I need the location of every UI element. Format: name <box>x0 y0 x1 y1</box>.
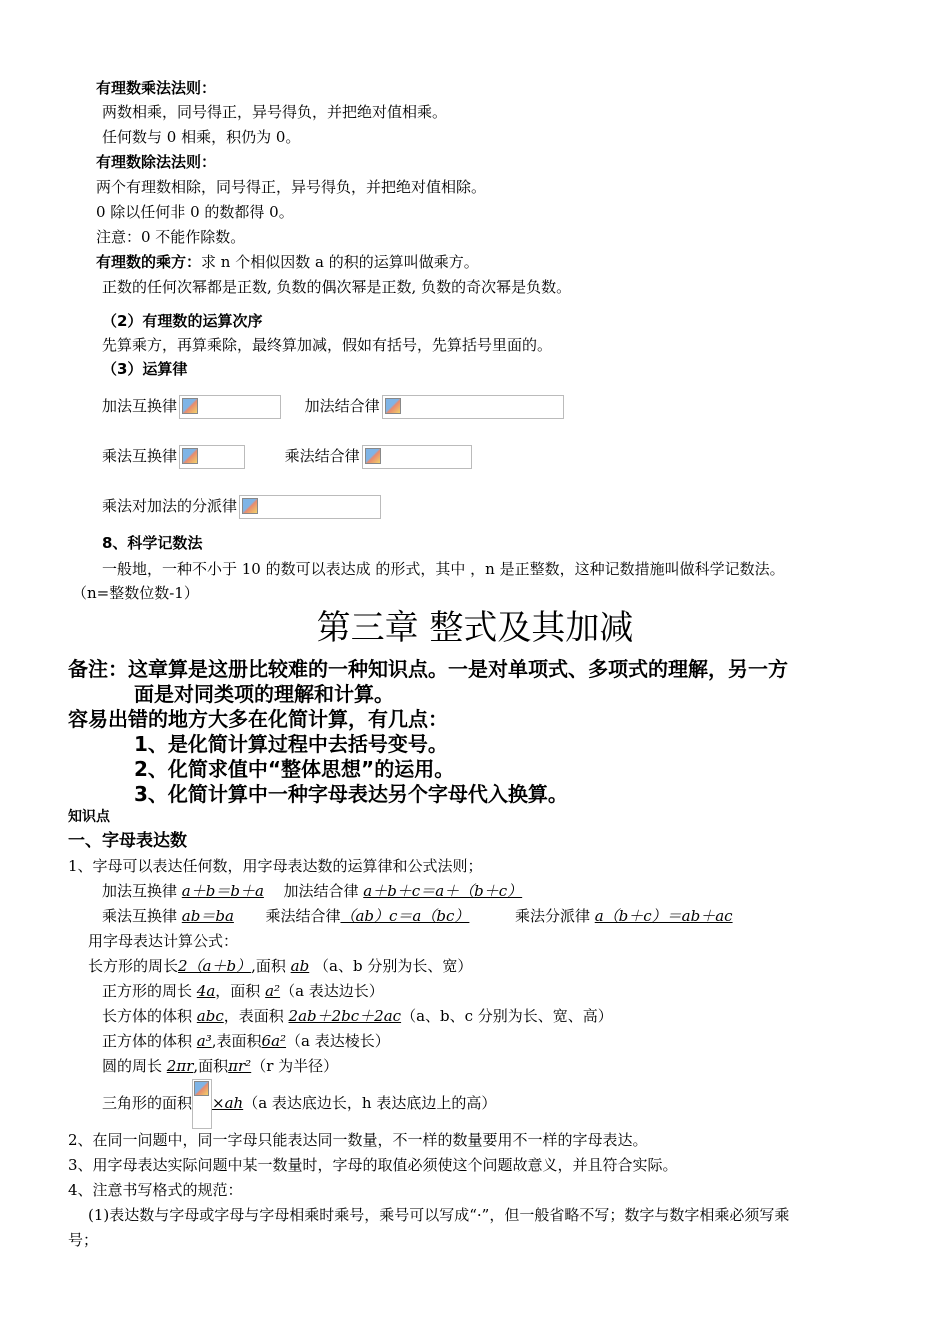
item-3: 3、用字母表达实际问题中某一数量时，字母的取值必须使这个问题故意义，并且符合实际。 <box>68 1156 678 1174</box>
circle-area-label: ,面积 <box>193 1057 229 1075</box>
rect-area-label: ,面积 <box>251 957 286 975</box>
broken-image-icon <box>182 398 198 414</box>
distrib-formula: a（b＋c）＝ab＋ac <box>594 907 733 925</box>
chapter-note-2: 面是对同类项的理解和计算。 <box>134 682 394 706</box>
rect-perimeter: 2（a＋b） <box>178 957 252 975</box>
section-1-title: 一、字母表达数 <box>68 831 187 851</box>
chapter-title: 第三章 整式及其加减 <box>316 608 634 648</box>
cuboid-row <box>102 1006 613 1026</box>
broken-image-icon <box>385 398 401 414</box>
item-4-1a: (1)表达数与字母或字母与字母相乘时乘号，乘号可以写成“·”，但一般省略不写；数字与数字相乘必须写乘 <box>88 1206 790 1224</box>
triangle-formula: ×ah <box>212 1094 244 1112</box>
broken-image-icon <box>365 448 381 464</box>
mul-assoc-formula: （ab）c＝a（bc） <box>340 907 470 925</box>
div-rule-title: 有理数除法法则： <box>96 153 217 171</box>
cuboid-volume: abc <box>196 1007 224 1025</box>
square-perimeter: 4a <box>196 982 216 1000</box>
mul-associative-label: 乘法结合律 <box>284 447 360 465</box>
sci-text: 一般地，一种不小于 10 的数可以表达成 的形式，其中 ，n 是正整数，这种记数措施叫做科学记数法。 <box>102 560 785 578</box>
add-formulas-row <box>102 881 522 901</box>
triangle-note: （a 表达底边长，h 表达底边上的高） <box>243 1094 497 1112</box>
rect-label: 长方形的周长 <box>88 957 179 975</box>
cuboid-area: 2ab＋2bc＋2ac <box>288 1007 402 1025</box>
square-label: 正方形的周长 <box>102 982 193 1000</box>
broken-image-icon <box>242 498 258 514</box>
add-commutative-label: 加法互换律 <box>102 397 178 415</box>
mul-assoc-label: 乘法结合律 <box>265 907 341 925</box>
cube-row <box>102 1031 390 1051</box>
rect-note: （a、b 分别为长、宽） <box>314 957 473 975</box>
add-commutative-formula-image <box>179 395 281 419</box>
square-area: a² <box>265 982 281 1000</box>
mul-comm-formula: ab＝ba <box>181 907 234 925</box>
mul-associative-formula-image <box>362 445 472 469</box>
mul-comm-label: 乘法互换律 <box>102 907 178 925</box>
power-rule: 正数的任何次幂都是正数, 负数的偶次幂是正数, 负数的奇次幂是负数。 <box>102 278 572 296</box>
power-title: 有理数的乘方： <box>96 253 202 271</box>
cube-volume: a³ <box>196 1032 212 1050</box>
chapter-note-1: 备注：这章算是这册比较难的一种知识点。一是对单项式、多项式的理解，另一方 <box>68 657 788 681</box>
circle-label: 圆的周长 <box>102 1057 163 1075</box>
power-def: 求 n 个相似因数 a 的积的运算叫做乘方。 <box>201 253 479 271</box>
sci-title: 8、科学记数法 <box>102 534 203 552</box>
distributive-row <box>102 495 381 519</box>
mult-rule-1: 两数相乘，同号得正，异号得负，并把绝对值相乘。 <box>102 103 448 121</box>
order-title: （2）有理数的运算次序 <box>102 312 263 330</box>
chapter-point-3: 3、化简计算中一种字母表达另个字母代入换算。 <box>134 782 568 806</box>
div-rule-2: 0 除以任何非 0 的数都得 0。 <box>96 203 294 221</box>
add-laws-row <box>102 395 564 419</box>
item-2: 2、在同一问题中，同一字母只能表达同一数量，不一样的数量要用不一样的字母表达。 <box>68 1131 648 1149</box>
add-associative-formula-image <box>382 395 564 419</box>
item-4-1b: 号； <box>68 1231 99 1249</box>
add-associative-label: 加法结合律 <box>304 397 380 415</box>
knowledge-label: 知识点 <box>68 809 110 825</box>
chapter-point-1: 1、是化简计算过程中去括号变号。 <box>134 732 448 756</box>
power-line <box>96 252 479 272</box>
rect-row <box>88 956 472 976</box>
item-4: 4、注意书写格式的规范： <box>68 1181 243 1199</box>
mult-rule-2: 任何数与 0 相乘，积仍为 0。 <box>102 128 301 146</box>
cube-note: （a 表达棱长） <box>286 1032 390 1050</box>
square-row <box>102 981 384 1001</box>
add-assoc-label: 加法结合律 <box>283 882 359 900</box>
order-text: 先算乘方，再算乘除，最终算加减，假如有括号，先算括号里面的。 <box>102 336 553 354</box>
triangle-row <box>102 1078 496 1129</box>
mul-formulas-row <box>102 906 733 926</box>
distrib-label: 乘法分派律 <box>514 907 590 925</box>
add-assoc-formula: a＋b＋c＝a＋（b＋c） <box>363 882 523 900</box>
square-area-label: ，面积 <box>215 982 261 1000</box>
square-note: （a 表达边长） <box>280 982 384 1000</box>
circle-note: （r 为半径） <box>251 1057 339 1075</box>
chapter-note-3: 容易出错的地方大多在化简计算，有几点： <box>68 707 448 731</box>
sci-note: （n=整数位数-1） <box>72 584 199 602</box>
cuboid-note: （a、b、c 分别为长、宽、高） <box>401 1007 613 1025</box>
broken-image-icon <box>194 1081 209 1096</box>
cuboid-area-label: ，表面积 <box>223 1007 284 1025</box>
triangle-fraction-image <box>192 1079 212 1129</box>
circle-area: πr² <box>228 1057 252 1075</box>
triangle-label: 三角形的面积 <box>102 1094 193 1112</box>
distributive-formula-image <box>239 495 381 519</box>
rect-area: ab <box>290 957 310 975</box>
cube-area-label: ,表面积 <box>211 1032 262 1050</box>
distributive-label: 乘法对加法的分派律 <box>102 497 238 515</box>
chapter-point-2: 2、化简求值中“整体思想”的运用。 <box>134 757 455 781</box>
mul-commutative-label: 乘法互换律 <box>102 447 178 465</box>
broken-image-icon <box>182 448 198 464</box>
cube-area: 6a² <box>261 1032 287 1050</box>
mul-commutative-formula-image <box>179 445 245 469</box>
add-comm-label: 加法互换律 <box>102 882 178 900</box>
laws-title: （3）运算律 <box>102 360 188 378</box>
div-rule-1: 两个有理数相除，同号得正，异号得负，并把绝对值相除。 <box>96 178 487 196</box>
cube-label: 正方体的体积 <box>102 1032 193 1050</box>
item-1: 1、字母可以表达任何数，用字母表达数的运算律和公式法则； <box>68 857 483 875</box>
formula-intro: 用字母表达计算公式： <box>88 932 239 950</box>
mult-rule-title: 有理数乘法法则： <box>96 79 217 97</box>
div-note: 注意：0 不能作除数。 <box>96 228 246 246</box>
cuboid-label: 长方体的体积 <box>102 1007 193 1025</box>
circle-perimeter: 2πr <box>166 1057 194 1075</box>
circle-row <box>102 1056 338 1076</box>
mul-laws-row <box>102 445 472 469</box>
add-comm-formula: a＋b＝b＋a <box>181 882 264 900</box>
